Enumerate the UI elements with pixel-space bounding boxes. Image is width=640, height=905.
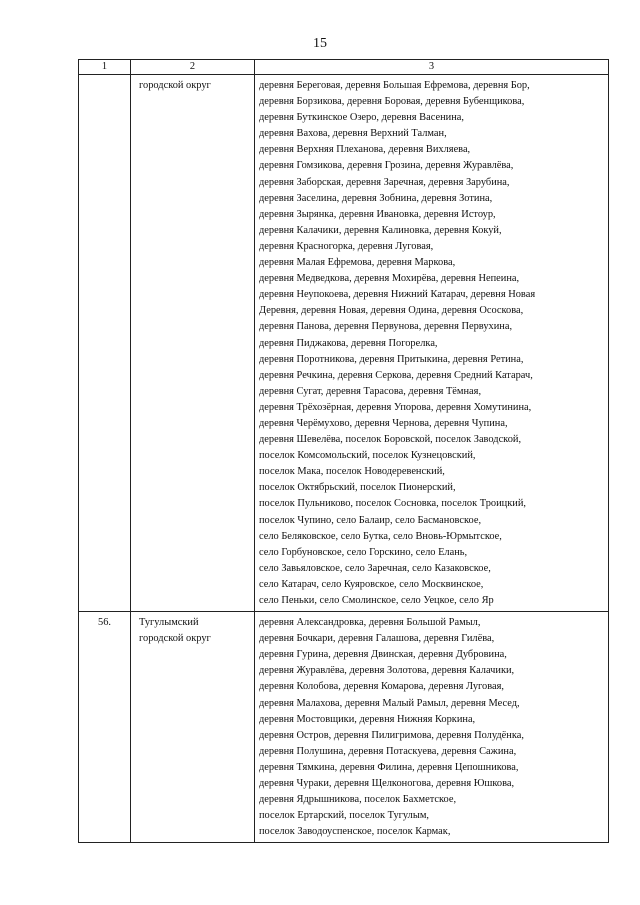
settlement-list-line: деревня Поротникова, деревня Притыкина, деревня Ретина,: [259, 353, 524, 365]
settlement-list-line: деревня Заселина, деревня Зобнина, деревня Зотина,: [259, 192, 493, 204]
settlement-list-line: деревня Панова, деревня Первунова, деревня Первухина,: [259, 321, 513, 333]
municipality-name: [131, 75, 255, 612]
settlement-list-line: деревня Чураки, деревня Щелконогова, деревня Юшкова,: [259, 778, 515, 790]
municipality-name-line: городской округ: [139, 80, 211, 91]
settlement-list-line: поселок Октябрьский, поселок Пионерский,: [259, 482, 456, 494]
settlement-list-line: поселок Ертарский, поселок Тугулым,: [259, 810, 430, 822]
settlement-list-line: деревня Ядрышникова, поселок Бахметское,: [259, 794, 457, 806]
settlement-list-line: деревня Вахова, деревня Верхний Талман,: [259, 128, 447, 140]
table-row: [79, 612, 609, 843]
settlement-list-line: поселок Комсомольский, поселок Кузнецовский,: [259, 450, 476, 462]
settlement-list-line: деревня Береговая, деревня Большая Ефремова, деревня Бор,: [259, 80, 530, 91]
settlement-list-line: село Завьяловское, село Заречная, село Казаковское,: [259, 562, 491, 574]
table-row: [79, 75, 609, 612]
settlement-list-line: деревня Шевелёва, поселок Боровской, поселок Заводской,: [259, 434, 522, 446]
settlement-list-line: деревня Трёхозёрная, деревня Упорова, деревня Хомутинина,: [259, 401, 532, 413]
settlement-list-line: деревня Бочкари, деревня Галашова, деревня Гилёва,: [259, 633, 495, 645]
column-header-1: 1: [79, 60, 131, 75]
settlement-list-line: деревня Верхняя Плеханова, деревня Вихляева,: [259, 144, 471, 156]
settlement-list-line: деревня Борзикова, деревня Боровая, деревня Бубенщикова,: [259, 96, 525, 108]
settlement-list-line: деревня Тямкина, деревня Филина, деревня Цепошникова,: [259, 761, 519, 773]
settlement-list-line: Деревня, деревня Новая, деревня Одина, деревня Ососкова,: [259, 305, 524, 317]
settlements-table: [78, 59, 609, 843]
municipality-name: [131, 612, 255, 843]
column-header-2: 2: [131, 60, 255, 75]
table-header-row: [79, 60, 609, 75]
settlement-list-line: деревня Малахова, деревня Малый Рамыл, деревня Месед,: [259, 697, 520, 709]
settlement-list-line: деревня Черёмухово, деревня Чернова, деревня Чупина,: [259, 417, 508, 429]
settlement-list-line: деревня Малая Ефремова, деревня Маркова,: [259, 257, 456, 269]
settlement-list-line: деревня Гурина, деревня Двинская, деревня Дубровина,: [259, 649, 507, 661]
settlement-list-line: село Катарач, село Куяровское, село Москвинское,: [259, 578, 484, 590]
settlement-list-line: деревня Заборская, деревня Заречная, деревня Зарубина,: [259, 176, 510, 188]
municipality-name-line: городской округ: [139, 633, 211, 645]
settlement-list-line: село Пеньки, село Смолинское, село Уецкое, село Яр: [259, 595, 494, 606]
settlement-list-line: деревня Сугат, деревня Тарасова, деревня Тёмная,: [259, 385, 482, 397]
column-header-3: 3: [255, 60, 609, 75]
row-number: [79, 75, 131, 612]
settlement-list-line: деревня Речкина, деревня Серкова, деревня Средний Катарач,: [259, 369, 533, 381]
settlement-list-line: деревня Александровка, деревня Большой Рамыл,: [259, 617, 481, 629]
settlement-list-line: село Горбуновское, село Горскино, село Елань,: [259, 546, 468, 558]
settlement-list-line: деревня Гомзикова, деревня Грозина, деревня Журавлёва,: [259, 160, 514, 172]
settlement-list-line: деревня Буткинское Озеро, деревня Васенина,: [259, 112, 464, 124]
municipality-name-line: Тугулымский: [139, 617, 199, 629]
page-number: 15: [313, 36, 327, 51]
settlement-list-line: поселок Чупино, село Балаир, село Басмановское,: [259, 514, 482, 526]
settlement-list-line: деревня Журавлёва, деревня Золотова, деревня Калачики,: [259, 665, 515, 677]
settlement-list-line: поселок Мака, поселок Новодеревенский,: [259, 466, 445, 478]
settlement-list-line: село Беляковское, село Бутка, село Вновь-Юрмытское,: [259, 530, 502, 542]
settlement-list-line: поселок Пульниково, поселок Сосновка, поселок Троицкий,: [259, 498, 526, 510]
row-number: 56.: [79, 612, 131, 843]
settlement-list: [255, 612, 609, 843]
settlement-list-line: деревня Пиджакова, деревня Погорелка,: [259, 337, 438, 349]
settlement-list: [255, 75, 609, 612]
settlement-list-line: деревня Медведкова, деревня Мохирёва, деревня Непеина,: [259, 273, 520, 285]
settlement-list-line: деревня Остров, деревня Пилигримова, деревня Полудёнка,: [259, 729, 524, 741]
table-body: [79, 75, 609, 843]
settlement-list-line: поселок Заводоуспенское, поселок Кармак,: [259, 826, 451, 838]
settlement-list-line: деревня Неупокоева, деревня Нижний Катарач, деревня Новая: [259, 289, 536, 301]
settlement-list-line: деревня Колобова, деревня Комарова, деревня Луговая,: [259, 681, 504, 693]
settlement-list-line: деревня Мостовщики, деревня Нижняя Коркина,: [259, 713, 476, 725]
settlement-list-line: деревня Полушина, деревня Потаскуева, деревня Сажина,: [259, 745, 517, 757]
settlement-list-line: деревня Калачики, деревня Калиновка, деревня Кокуй,: [259, 224, 502, 236]
settlement-list-line: деревня Красногорка, деревня Луговая,: [259, 240, 434, 252]
settlement-list-line: деревня Зырянка, деревня Ивановка, деревня Истоур,: [259, 208, 496, 220]
